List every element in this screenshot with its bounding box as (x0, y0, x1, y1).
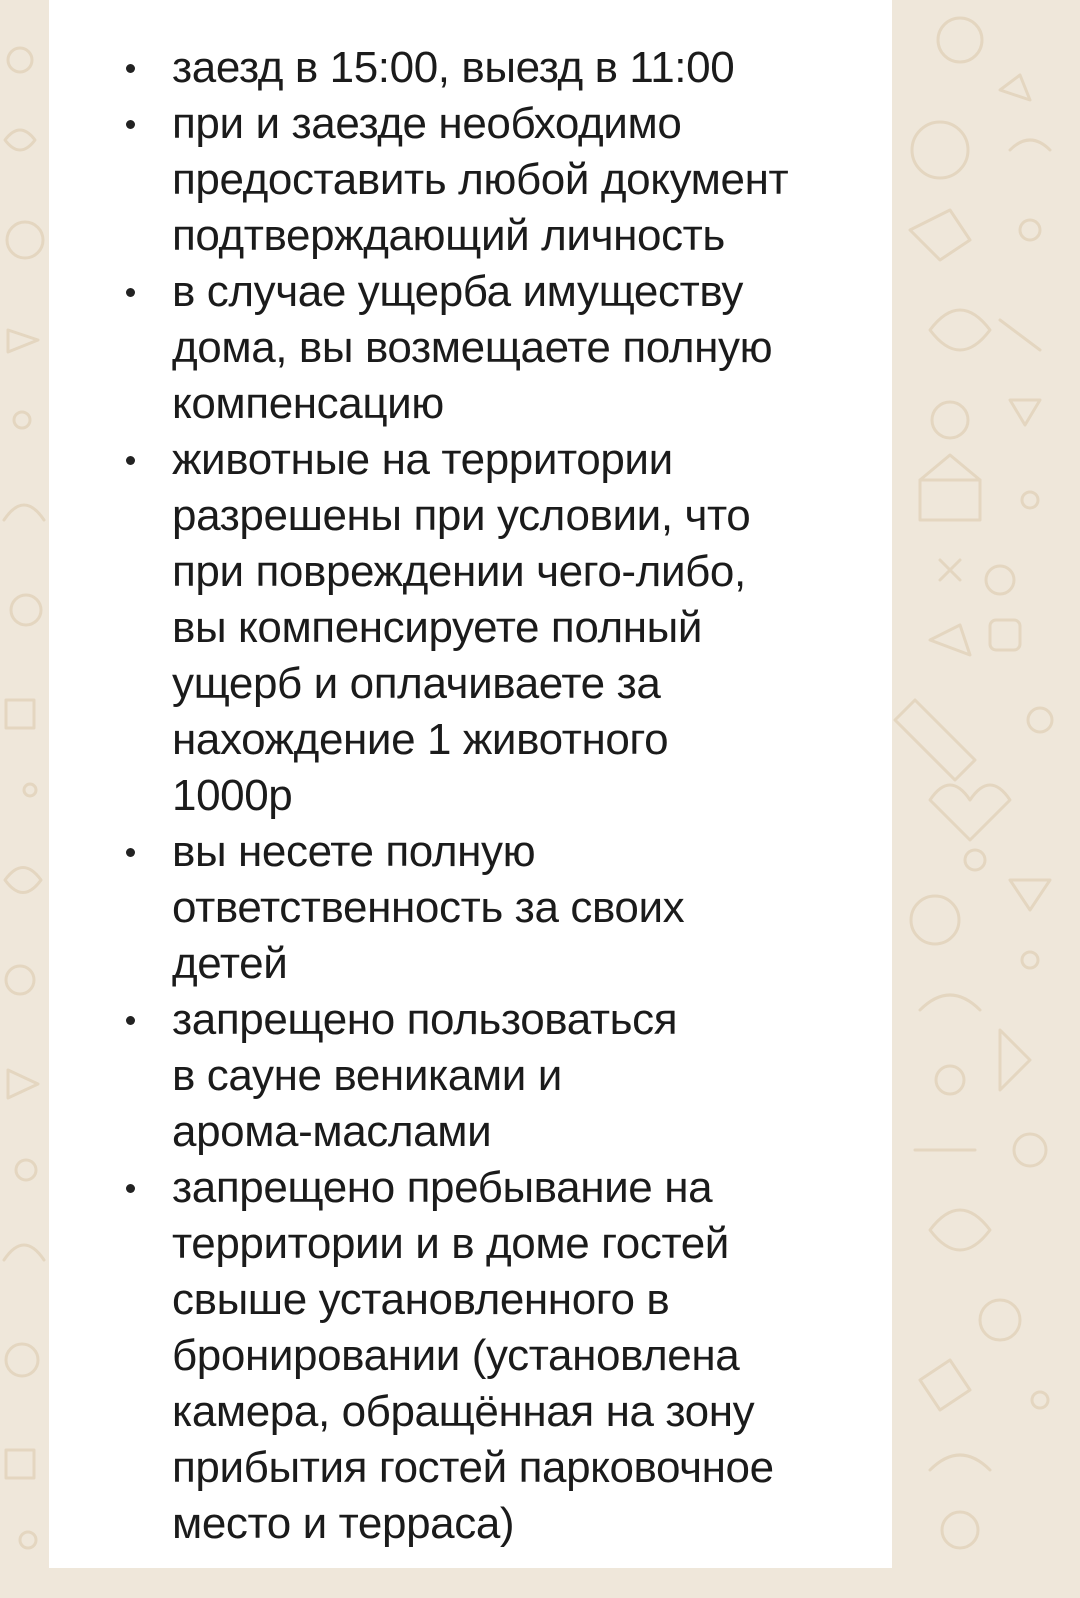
rule-text: запрещено пребывание на территории и в доме гостей свыше установленного в бронировании (установлена камера, обращённая на зону прибытия гостей парковочное место и терраса) (172, 1163, 774, 1548)
rule-item-checkin-time (49, 40, 892, 96)
doodle-pencil-icon (895, 700, 975, 780)
rule-item-extra-guests (49, 1160, 892, 1552)
rule-text: запрещено пользоваться в сауне вениками и арома-маслами (172, 995, 678, 1156)
rule-text: заезд в 15:00, выезд в 11:00 (172, 43, 735, 92)
doodle-triangle-icon (8, 330, 38, 352)
bullet-icon (126, 288, 135, 297)
doodle-circle-icon (8, 48, 32, 72)
bullet-icon (126, 456, 135, 465)
doodle-circle-icon (938, 18, 982, 62)
rule-text: в случае ущерба имуществу дома, вы возмещаете полную компенсацию (172, 267, 773, 428)
doodle-leaf-icon (5, 130, 35, 150)
bullet-icon (126, 848, 135, 857)
rule-item-sauna (49, 992, 892, 1160)
bullet-icon (126, 120, 135, 129)
rule-item-property-damage (49, 264, 892, 432)
rules-list (49, 40, 892, 1552)
rule-text: животные на территории разрешены при условии, что при повреждении чего-либо, вы компенсируете полный ущерб и оплачиваете за нахождение 1 животного 1000р (172, 435, 751, 820)
rule-text: при и заезде необходимо предоставить любой документ подтверждающий личность (172, 99, 789, 260)
rule-item-children (49, 824, 892, 992)
rule-item-pets (49, 432, 892, 824)
rule-text: вы несете полную ответственность за своих детей (172, 827, 685, 988)
message-bubble (49, 0, 892, 1568)
rule-item-id-document (49, 96, 892, 264)
doodle-heart-icon (930, 785, 1010, 840)
doodle-ball-icon (7, 222, 43, 258)
doodle-house-icon (920, 480, 980, 520)
bullet-icon (126, 64, 135, 73)
bullet-icon (126, 1016, 135, 1025)
bullet-icon (126, 1184, 135, 1193)
